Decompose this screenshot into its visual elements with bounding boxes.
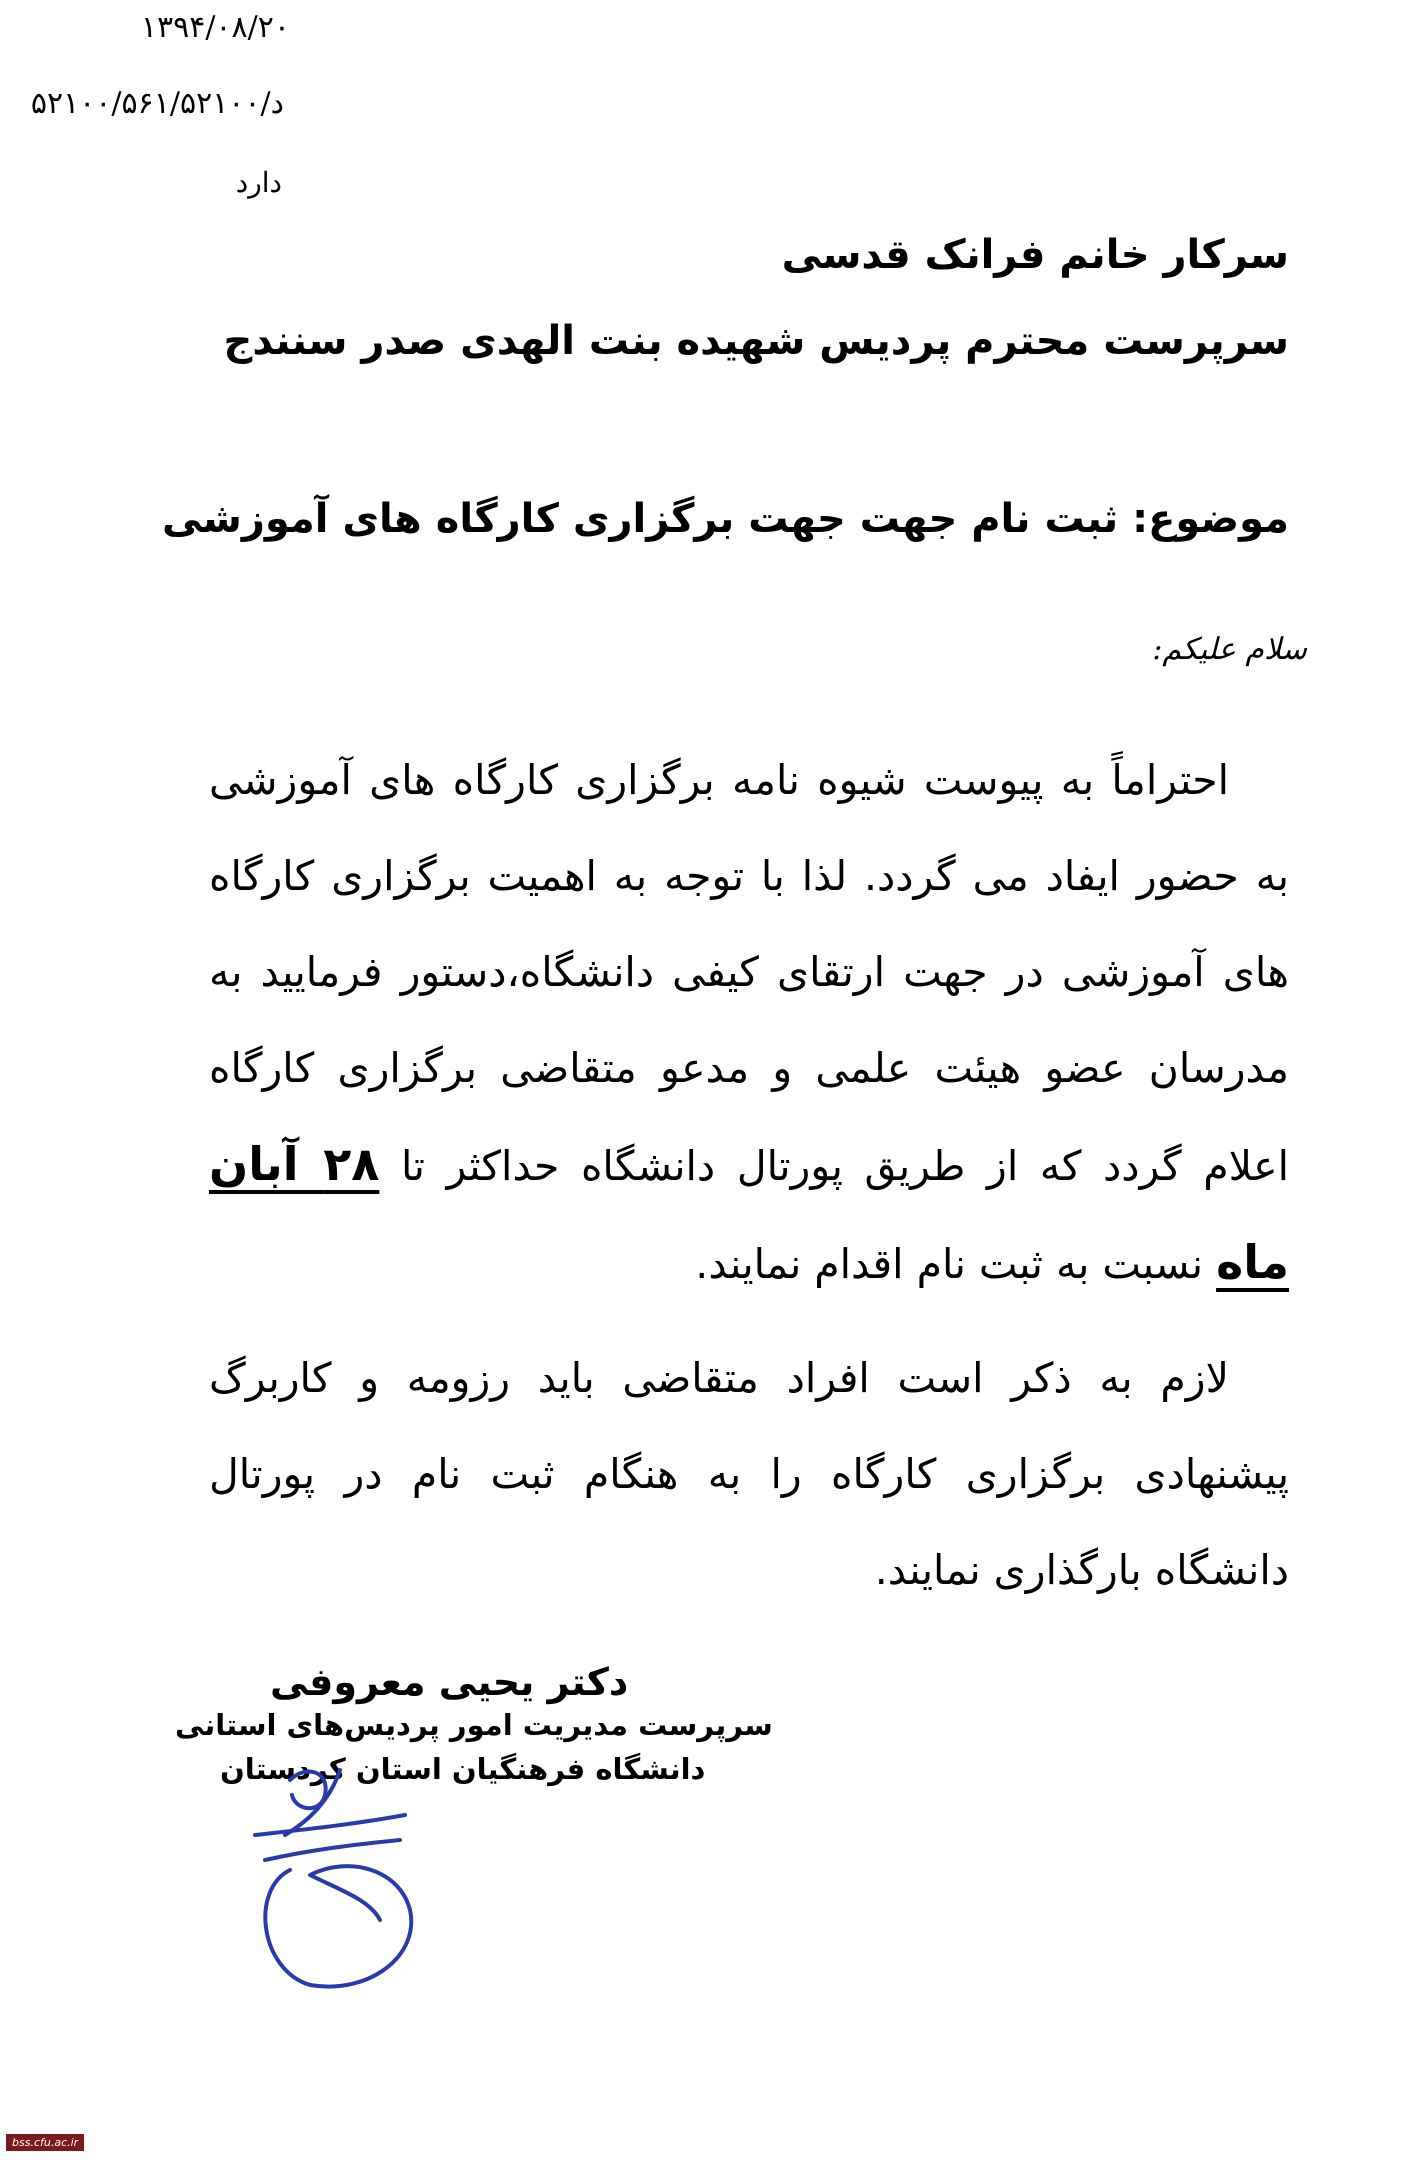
letter-reference-number: ۵۲۱۰۰/۵۶۱/۵۲۱۰۰/د	[30, 86, 284, 121]
body-paragraph-1-text: احتراماً به پیوست شیوه نامه برگزاری کارگاه های آموزشی به حضور ایفاد می گردد. لذا با توجه به اهمیت برگزاری کارگاه های آموزشی در جهت ارتقای کیفی دانشگاه،دستور فرمایید به مدرسان عضو هیئت علمی و مدعو متقاضی برگزاری کارگاه اعلام گردد که از طریق پورتال دانشگاه حداکثر تا	[209, 756, 1289, 1190]
recipient-name: سرکار خانم فرانک قدسی	[781, 232, 1289, 278]
body-paragraph-1	[209, 732, 1289, 1312]
registration-deadline: ۲۸ آبان ماه	[209, 1137, 1289, 1289]
salutation: سلام علیکم:	[1152, 632, 1307, 667]
recipient-title: سرپرست محترم پردیس شهیده بنت الهدی صدر سنندج	[223, 318, 1289, 364]
body-paragraph-2	[209, 1330, 1289, 1618]
signatory-name: دکتر یحیی معروفی	[270, 1660, 629, 1704]
body-paragraph-2-text: لازم به ذکر است افراد متقاضی باید رزومه و کاربرگ پیشنهادی برگزاری کارگاه را به هنگام ثبت نام در پورتال دانشگاه بارگذاری نمایند.	[209, 1354, 1289, 1594]
letter-subject: موضوع: ثبت نام جهت جهت برگزاری کارگاه های آموزشی	[162, 496, 1289, 542]
signatory-organization: دانشگاه فرهنگیان استان کردستان	[220, 1752, 706, 1786]
letter-date: ۱۳۹۴/۰۸/۲۰	[140, 10, 290, 45]
body-paragraph-1-ending: نسبت به ثبت نام اقدام نمایند.	[695, 1240, 1204, 1288]
signatory-role: سرپرست مدیریت امور پردیس‌های استانی	[175, 1708, 773, 1742]
handwritten-signature	[230, 1740, 490, 2000]
source-watermark: bss.cfu.ac.ir	[6, 2134, 84, 2151]
letter-attachment: دارد	[235, 166, 282, 199]
